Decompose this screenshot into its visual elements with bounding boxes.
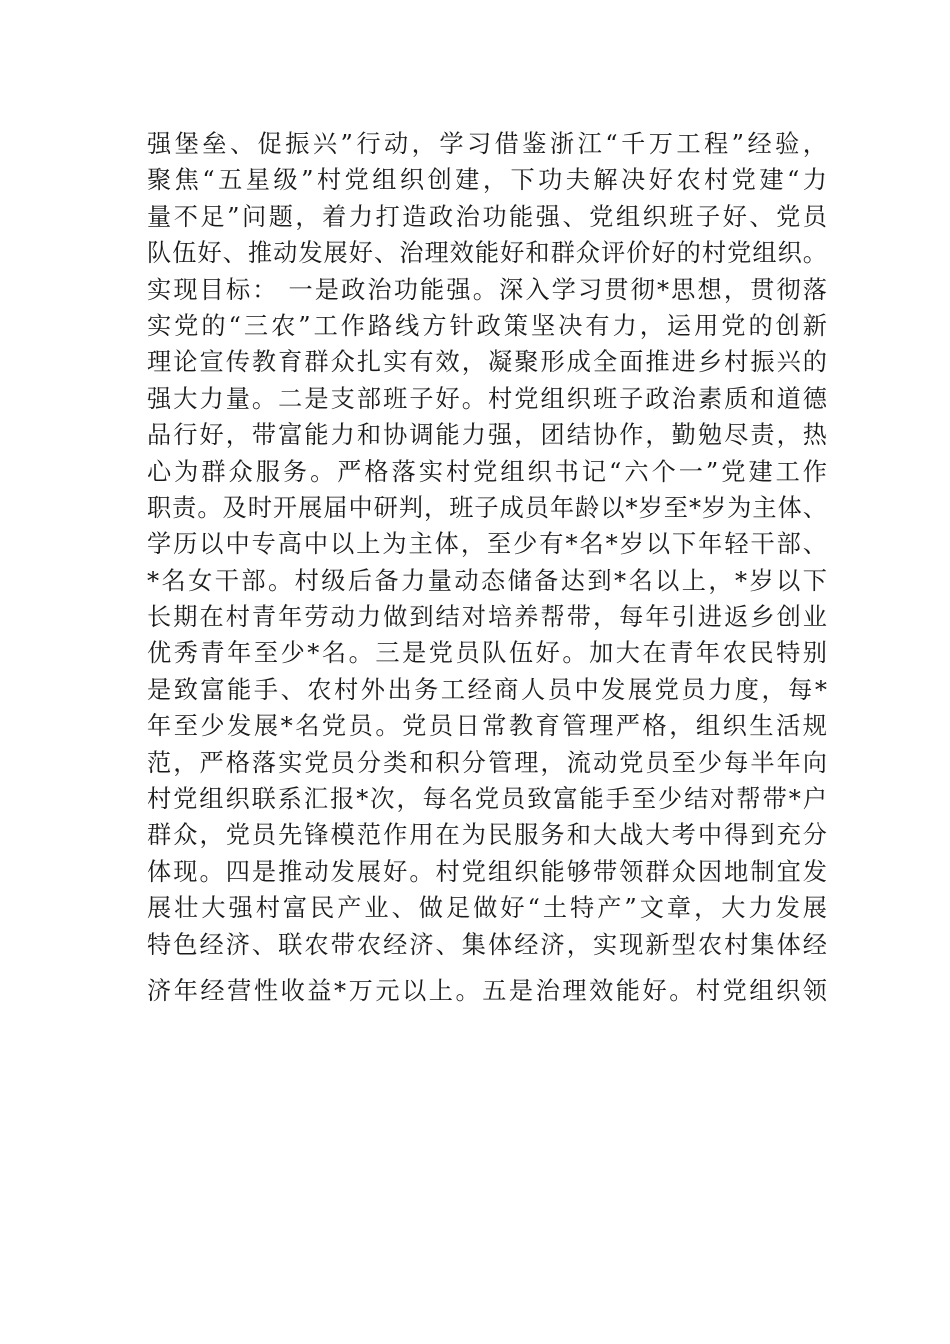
text-line: 特色经济、联农带农经济、集体经济，实现新型农村集体经 [147,930,827,959]
text-line: 展壮大强村富民产业、做足做好“土特产”文章，大力发展 [147,894,827,923]
text-line: 量不足”问题，着力打造政治功能强、党组织班子好、党员 [147,202,827,231]
text-line: 村党组织联系汇报*次，每名党员致富能手至少结对帮带*户 [147,785,827,814]
text-line: 队伍好、推动发展好、治理效能好和群众评价好的村党组织。 [147,239,827,268]
text-line: 长期在村青年劳动力做到结对培养帮带，每年引进返乡创业 [147,603,827,632]
text-line: 心为群众服务。严格落实村党组织书记“六个一”党建工作 [147,457,827,486]
text-line: 品行好，带富能力和协调能力强，团结协作，勤勉尽责，热 [147,421,827,450]
text-line: 群众，党员先锋模范作用在为民服务和大战大考中得到充分 [147,821,827,850]
text-line: 强堡垒、促振兴”行动，学习借鉴浙江“千万工程”经验， [147,130,827,158]
text-line: 聚焦“五星级”村党组织创建，下功夫解决好农村党建“力 [147,166,827,195]
text-line: 理论宣传教育群众扎实有效，凝聚形成全面推进乡村振兴的 [147,348,827,377]
text-line: 学历以中专高中以上为主体，至少有*名*岁以下年轻干部、 [147,530,827,559]
text-line: 体现。四是推动发展好。村党组织能够带领群众因地制宜发 [147,857,827,886]
text-line: 范，严格落实党员分类和积分管理，流动党员至少每半年向 [147,748,827,777]
text-line: 是致富能手、农村外出务工经商人员中发展党员力度，每* [147,675,827,704]
text-line: 实现目标： 一是政治功能强。深入学习贯彻*思想，贯彻落 [147,275,827,304]
text-line: 年至少发展*名党员。党员日常教育管理严格，组织生活规 [147,712,827,741]
text-line: 实党的“三农”工作路线方针政策坚决有力，运用党的创新 [147,311,827,340]
text-line: 强大力量。二是支部班子好。村党组织班子政治素质和道德 [147,384,827,413]
text-line: 职责。及时开展届中研判，班子成员年龄以*岁至*岁为主体、 [147,493,827,522]
text-line: 济年经营性收益*万元以上。五是治理效能好。村党组织领 [147,976,827,1005]
text-line: *名女干部。村级后备力量动态储备达到*名以上，*岁以下 [147,566,827,595]
text-line: 优秀青年至少*名。三是党员队伍好。加大在青年农民特别 [147,639,827,668]
body-text [147,126,827,1009]
